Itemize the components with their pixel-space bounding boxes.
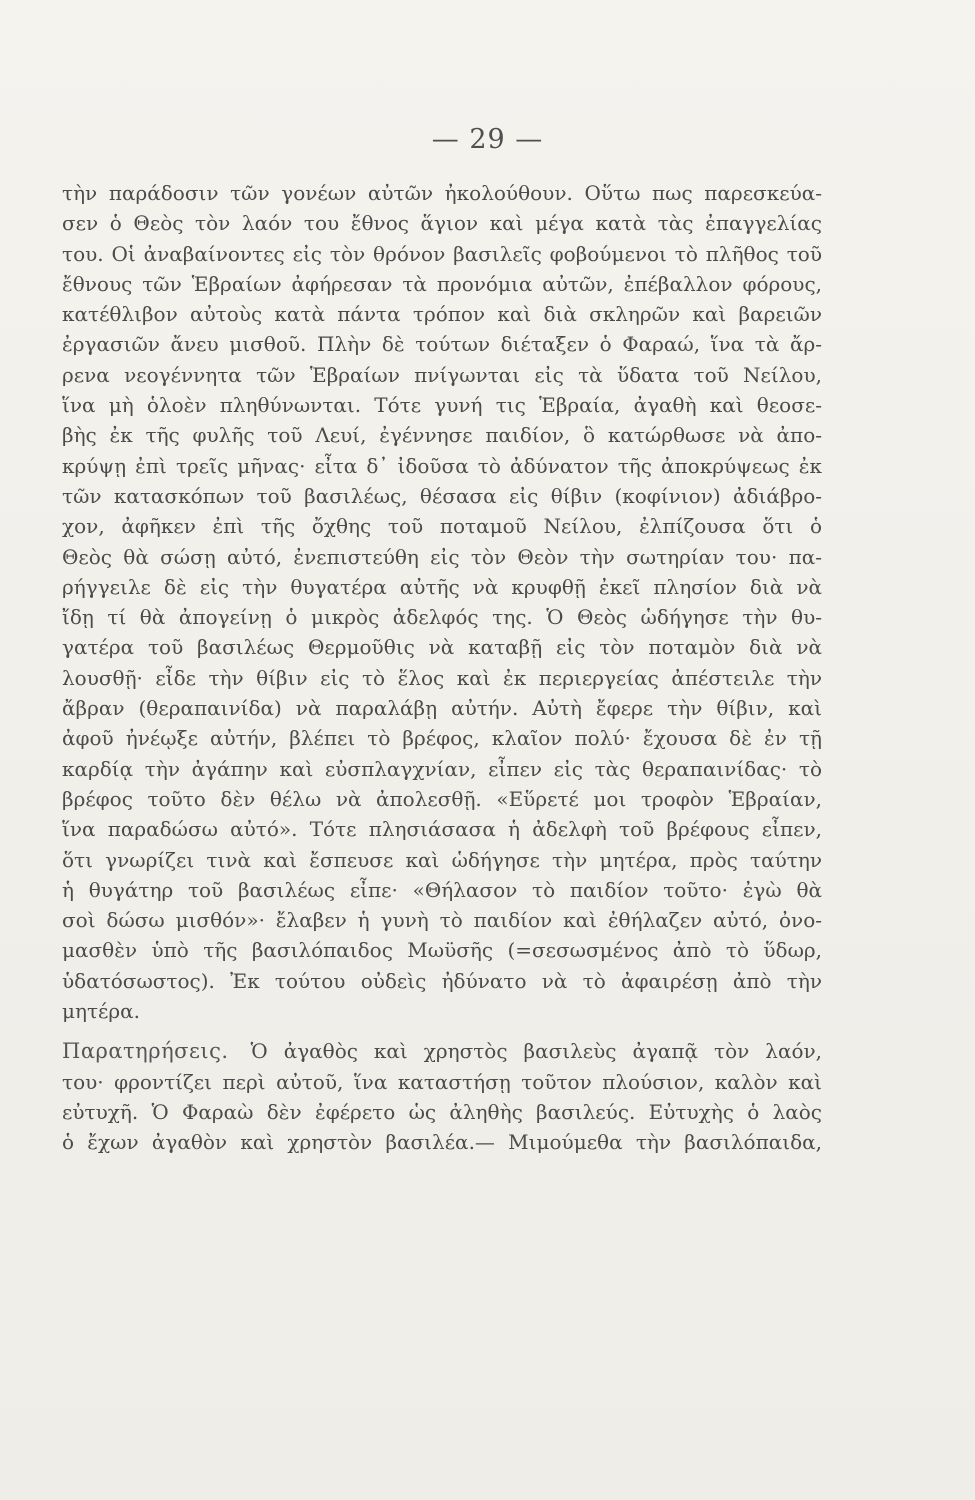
paragraph-observations <box>62 1036 822 1157</box>
text-line: ἵνα παραδώσω αὐτό». Τότε πλησιάσασα ἡ ἀδελφὴ τοῦ βρέφους εἶπεν, <box>62 817 822 842</box>
text-line: εὐτυχῆ. Ὁ Φαραὼ δὲν ἐφέρετο ὡς ἀληθὴς βασιλεύς. Εὐτυχὴς ὁ λαὸς <box>62 1099 822 1124</box>
paragraph-narrative <box>62 178 822 1026</box>
text-line: κρύψῃ ἐπὶ τρεῖς μῆνας· εἶτα δ᾽ ἰδοῦσα τὸ ἀδύνατον τῆς ἀποκρύψεως ἐκ <box>62 453 822 478</box>
text-line: του. Οἱ ἀναβαίνοντες εἰς τὸν θρόνον βασιλεῖς φοβούμενοι τὸ πλῆθος τοῦ <box>62 241 822 266</box>
text-line: ὅτι γνωρίζει τινὰ καὶ ἔσπευσε καὶ ὡδήγησε τὴν μητέρα, πρὸς ταύτην <box>62 847 822 872</box>
paragraph-spacer <box>62 1026 822 1036</box>
text-line: σεν ὁ Θεὸς τὸν λαόν του ἔθνος ἅγιον καὶ μέγα κατὰ τὰς ἐπαγγελίας <box>62 211 822 236</box>
text-line: ἔθνους τῶν Ἑβραίων ἀφήρεσαν τὰ προνόμια αὐτῶν, ἐπέβαλλον φόρους, <box>62 271 822 296</box>
text-line: κατέθλιβον αὐτοὺς κατὰ πάντα τρόπον καὶ διὰ σκληρῶν καὶ βαρειῶν <box>62 302 822 327</box>
text-line: βὴς ἐκ τῆς φυλῆς τοῦ Λευί, ἐγέννησε παιδίον, ὃ κατώρθωσε νὰ ἀπο- <box>62 423 822 448</box>
text-line: τὴν παράδοσιν τῶν γονέων αὐτῶν ἠκολούθουν. Οὕτω πως παρεσκεύα- <box>62 181 822 205</box>
text-line: καρδίᾳ τὴν ἀγάπην καὶ εὐσπλαγχνίαν, εἶπεν εἰς τὰς θεραπαινίδας· τὸ <box>62 756 822 781</box>
text-line: μασθὲν ὑπὸ τῆς βασιλόπαιδος Μωϋσῆς (=σεσωσμένος ἀπὸ τὸ ὕδωρ, <box>62 938 822 963</box>
observations-first-line <box>62 1036 822 1066</box>
text-line: ὁ ἔχων ἀγαθὸν καὶ χρηστὸν βασιλέα.— Μιμούμεθα τὴν βασιλόπαιδα, <box>62 1130 822 1155</box>
text-line: χον, ἀφῆκεν ἐπὶ τῆς ὄχθης τοῦ ποταμοῦ Νείλου, ἐλπίζουσα ὅτι ὁ <box>62 514 822 539</box>
text-block <box>62 178 822 1158</box>
text-line: βρέφος τοῦτο δὲν θέλω νὰ ἀπολεσθῇ. «Εὕρετέ μοι τροφὸν Ἑβραίαν, <box>62 786 822 811</box>
text-line: Θεὸς θὰ σώσῃ αὐτό, ἐνεπιστεύθη εἰς τὸν Θεὸν τὴν σωτηρίαν του· πα- <box>62 544 822 569</box>
text-line: του· φροντίζει περὶ αὐτοῦ, ἵνα καταστήσῃ τοῦτον πλούσιον, καλὸν καὶ <box>62 1069 822 1094</box>
text-line: ρενα νεογέννητα τῶν Ἑβραίων πνίγωνται εἰς τὰ ὕδατα τοῦ Νείλου, <box>62 362 822 387</box>
text-line: τῶν κατασκόπων τοῦ βασιλέως, θέσασα εἰς θίβιν (κοφίνιον) ἀδιάβρο- <box>62 483 822 508</box>
text-line: γατέρα τοῦ βασιλέως Θερμοῦθις νὰ καταβῇ εἰς τὸν ποταμὸν διὰ νὰ <box>62 635 822 660</box>
text-line: λουσθῇ· εἶδε τὴν θίβιν εἰς τὸ ἕλος καὶ ἐκ περιεργείας ἀπέστειλε τὴν <box>62 665 822 690</box>
section-heading: Παρατηρήσεις. <box>62 1039 229 1064</box>
text-line: ἀφοῦ ἠνέῳξε αὐτήν, βλέπει τὸ βρέφος, κλαῖον πολύ· ἔχουσα δὲ ἐν τῇ <box>62 726 822 751</box>
text-line: ρήγγειλε δὲ εἰς τὴν θυγατέρα αὐτῆς νὰ κρυφθῇ ἐκεῖ πλησίον διὰ νὰ <box>62 574 822 599</box>
text-run: Ὁ ἀγαθὸς καὶ χρηστὸς βασιλεὺς ἀγαπᾷ τὸν λαόν, <box>250 1039 822 1064</box>
page-number: — 29 — <box>431 124 544 155</box>
text-line: ὑδατόσωστος). Ἐκ τούτου οὐδεὶς ἠδύνατο νὰ τὸ ἀφαιρέσῃ ἀπὸ τὴν <box>62 968 822 993</box>
text-line: ἴδῃ τί θὰ ἀπογείνῃ ὁ μικρὸς ἀδελφός της. Ὁ Θεὸς ὡδήγησε τὴν θυ- <box>62 605 822 630</box>
text-line: ἡ θυγάτηρ τοῦ βασιλέως εἶπε· «Θήλασον τὸ παιδίον τοῦτο· ἐγὼ θὰ <box>62 877 822 902</box>
text-line: μητέρα. <box>62 999 141 1024</box>
text-line: σοὶ δώσω μισθόν»· ἔλαβεν ἡ γυνὴ τὸ παιδίον καὶ ἐθήλαζεν αὐτό, ὀνο- <box>62 908 822 933</box>
text-line: ἄβραν (θεραπαινίδα) νὰ παραλάβῃ αὐτήν. Αὐτὴ ἔφερε τὴν θίβιν, καὶ <box>62 696 822 721</box>
text-line: ἐργασιῶν ἄνευ μισθοῦ. Πλὴν δὲ τούτων διέταξεν ὁ Φαραώ, ἵνα τὰ ἄρ- <box>62 332 822 357</box>
text-line: ἵνα μὴ ὁλοὲν πληθύνωνται. Τότε γυνή τις Ἑβραία, ἀγαθὴ καὶ θεοσε- <box>62 393 822 418</box>
